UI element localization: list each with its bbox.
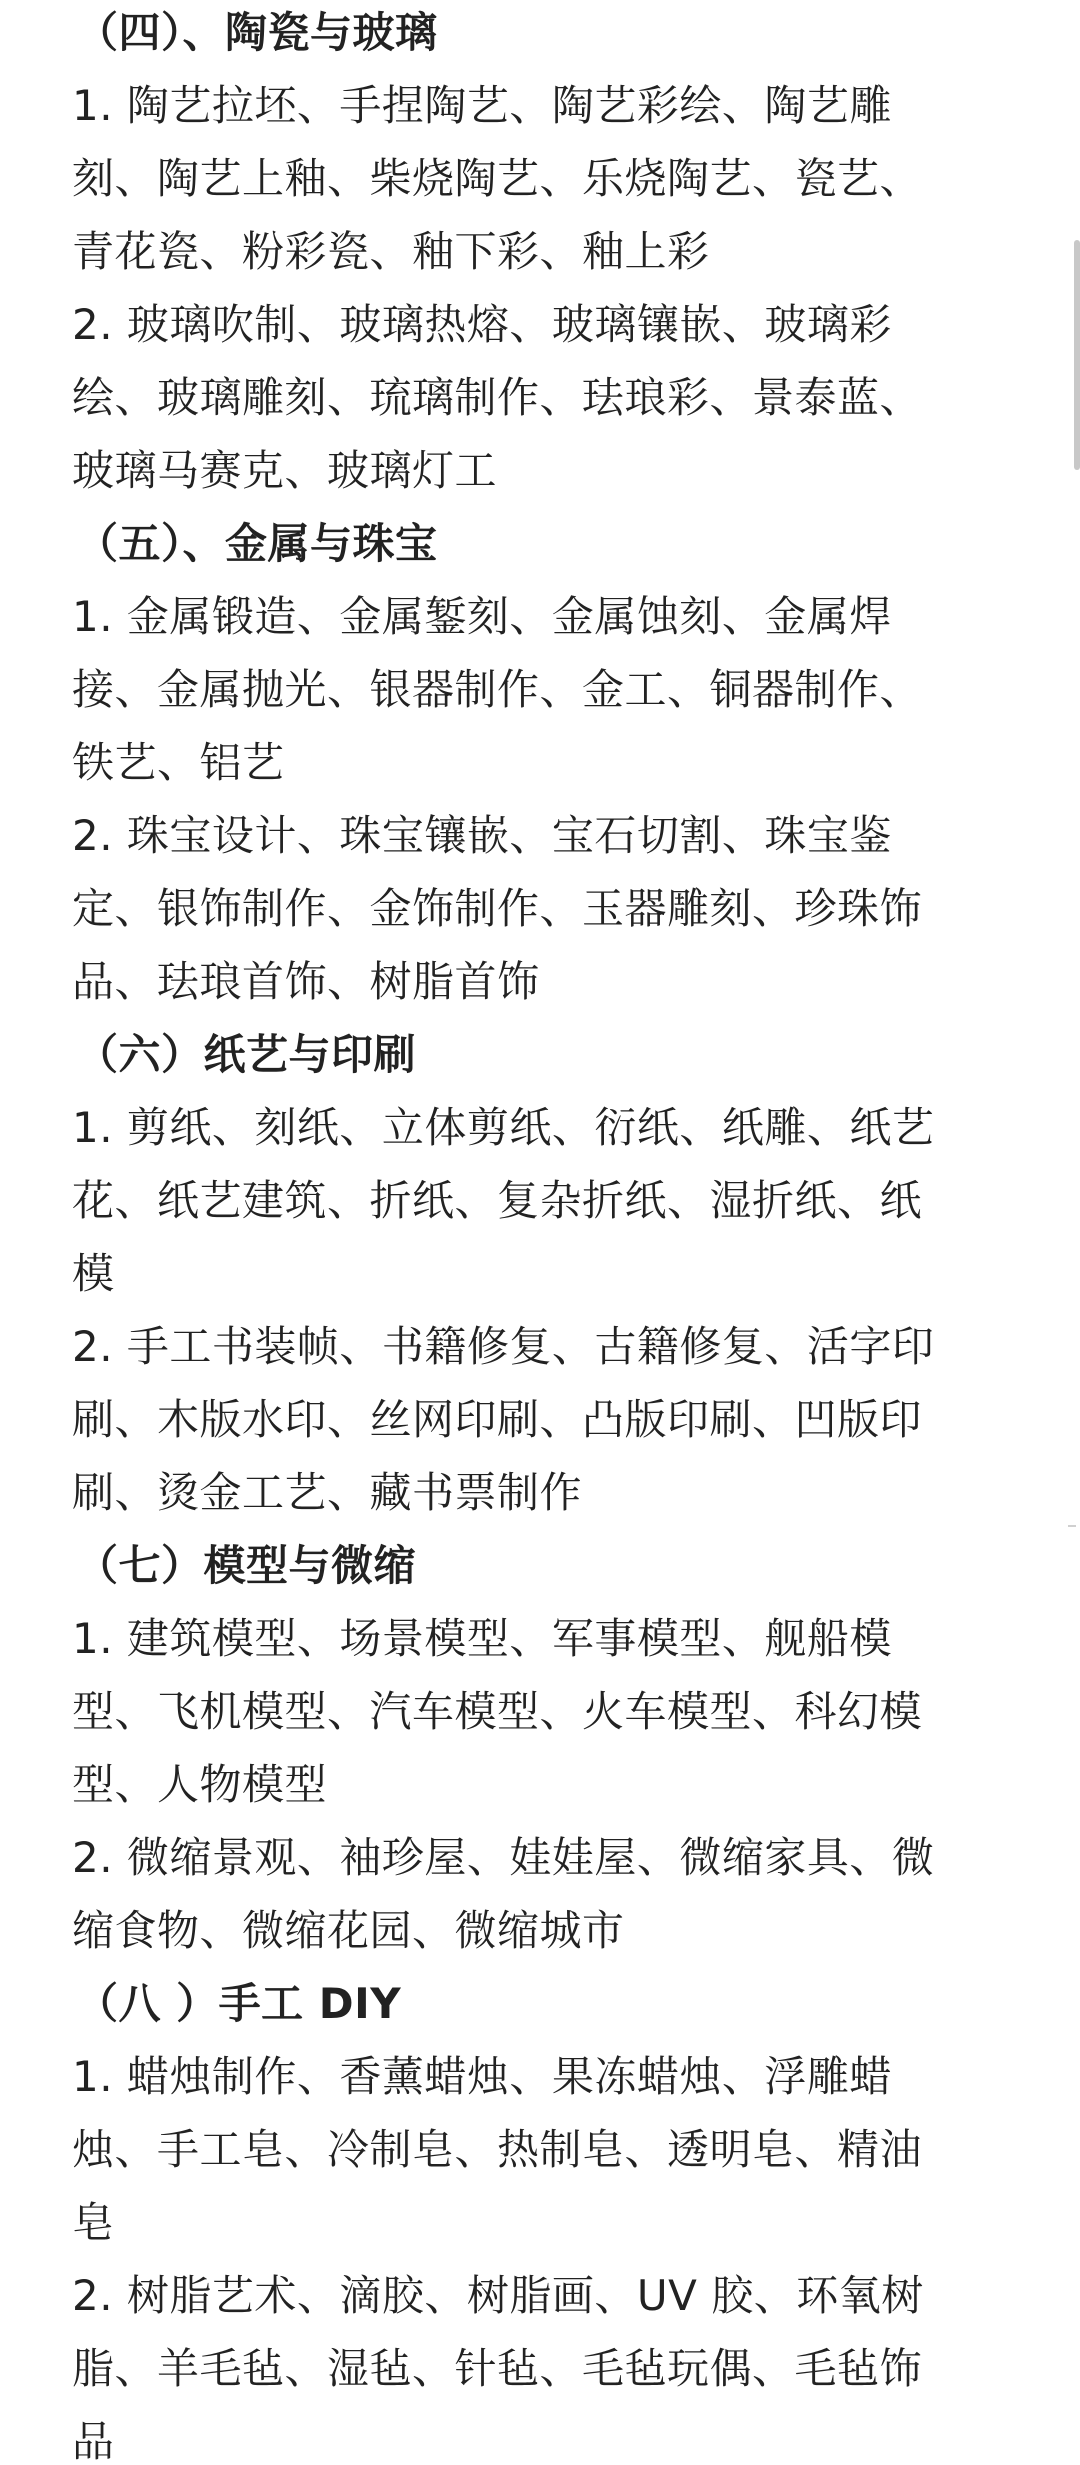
list-item-line: 2. 微缩景观、袖珍屋、娃娃屋、微缩家具、微 — [72, 1833, 935, 1882]
section-heading: （七）模型与微缩 — [76, 1541, 417, 1590]
list-item-line: 2. 珠宝设计、珠宝镶嵌、宝石切割、珠宝鉴 — [72, 811, 892, 860]
list-item-line: 绘、玻璃雕刻、琉璃制作、珐琅彩、景泰蓝、 — [72, 373, 923, 422]
list-item-line: 型、飞机模型、汽车模型、火车模型、科幻模 — [72, 1687, 923, 1736]
scroll-edge-marker — [1068, 1525, 1076, 1527]
list-item-line: 2. 树脂艺术、滴胶、树脂画、UV 胶、环氧树 — [72, 2271, 924, 2320]
list-item-line: 铁艺、铝艺 — [72, 738, 285, 787]
section-heading: （五）、金属与珠宝 — [76, 519, 438, 568]
list-item-line: 1. 蜡烛制作、香薰蜡烛、果冻蜡烛、浮雕蜡 — [72, 2052, 892, 2101]
list-item-line: 刷、烫金工艺、藏书票制作 — [72, 1468, 583, 1517]
list-item-line: 型、人物模型 — [72, 1760, 328, 1809]
list-item-line: 模 — [72, 1249, 115, 1298]
list-item-line: 1. 陶艺拉坯、手捏陶艺、陶艺彩绘、陶艺雕 — [72, 81, 892, 130]
section-heading: （四）、陶瓷与玻璃 — [76, 8, 438, 57]
scrollbar-thumb[interactable] — [1074, 240, 1080, 470]
section-heading: （八 ）手工 DIY — [76, 1979, 402, 2028]
section-heading: （六）纸艺与印刷 — [76, 1030, 417, 1079]
list-item-line: 玻璃马赛克、玻璃灯工 — [72, 446, 498, 495]
list-item-line: 1. 金属锻造、金属錾刻、金属蚀刻、金属焊 — [72, 592, 892, 641]
list-item-line: 刷、木版水印、丝网印刷、凸版印刷、凹版印 — [72, 1395, 923, 1444]
list-item-line: 烛、手工皂、冷制皂、热制皂、透明皂、精油 — [72, 2125, 923, 2174]
list-item-line: 2. 玻璃吹制、玻璃热熔、玻璃镶嵌、玻璃彩 — [72, 300, 892, 349]
list-item-line: 2. 手工书装帧、书籍修复、古籍修复、活字印 — [72, 1322, 935, 1371]
list-item-line: 皂 — [72, 2198, 115, 2247]
list-item-line: 脂、羊毛毡、湿毡、针毡、毛毡玩偶、毛毡饰 — [72, 2344, 923, 2393]
list-item-line: 品、珐琅首饰、树脂首饰 — [72, 957, 540, 1006]
list-item-line: 品 — [72, 2417, 115, 2465]
list-item-line: 1. 剪纸、刻纸、立体剪纸、衍纸、纸雕、纸艺 — [72, 1103, 935, 1152]
list-item-line: 刻、陶艺上釉、柴烧陶艺、乐烧陶艺、瓷艺、 — [72, 154, 923, 203]
list-item-line: 青花瓷、粉彩瓷、釉下彩、釉上彩 — [72, 227, 710, 276]
list-item-line: 缩食物、微缩花园、微缩城市 — [72, 1906, 625, 1955]
list-item-line: 接、金属抛光、银器制作、金工、铜器制作、 — [72, 665, 923, 714]
list-item-line: 1. 建筑模型、场景模型、军事模型、舰船模 — [72, 1614, 892, 1663]
list-item-line: 定、银饰制作、金饰制作、玉器雕刻、珍珠饰 — [72, 884, 923, 933]
list-item-line: 花、纸艺建筑、折纸、复杂折纸、湿折纸、纸 — [72, 1176, 923, 1225]
